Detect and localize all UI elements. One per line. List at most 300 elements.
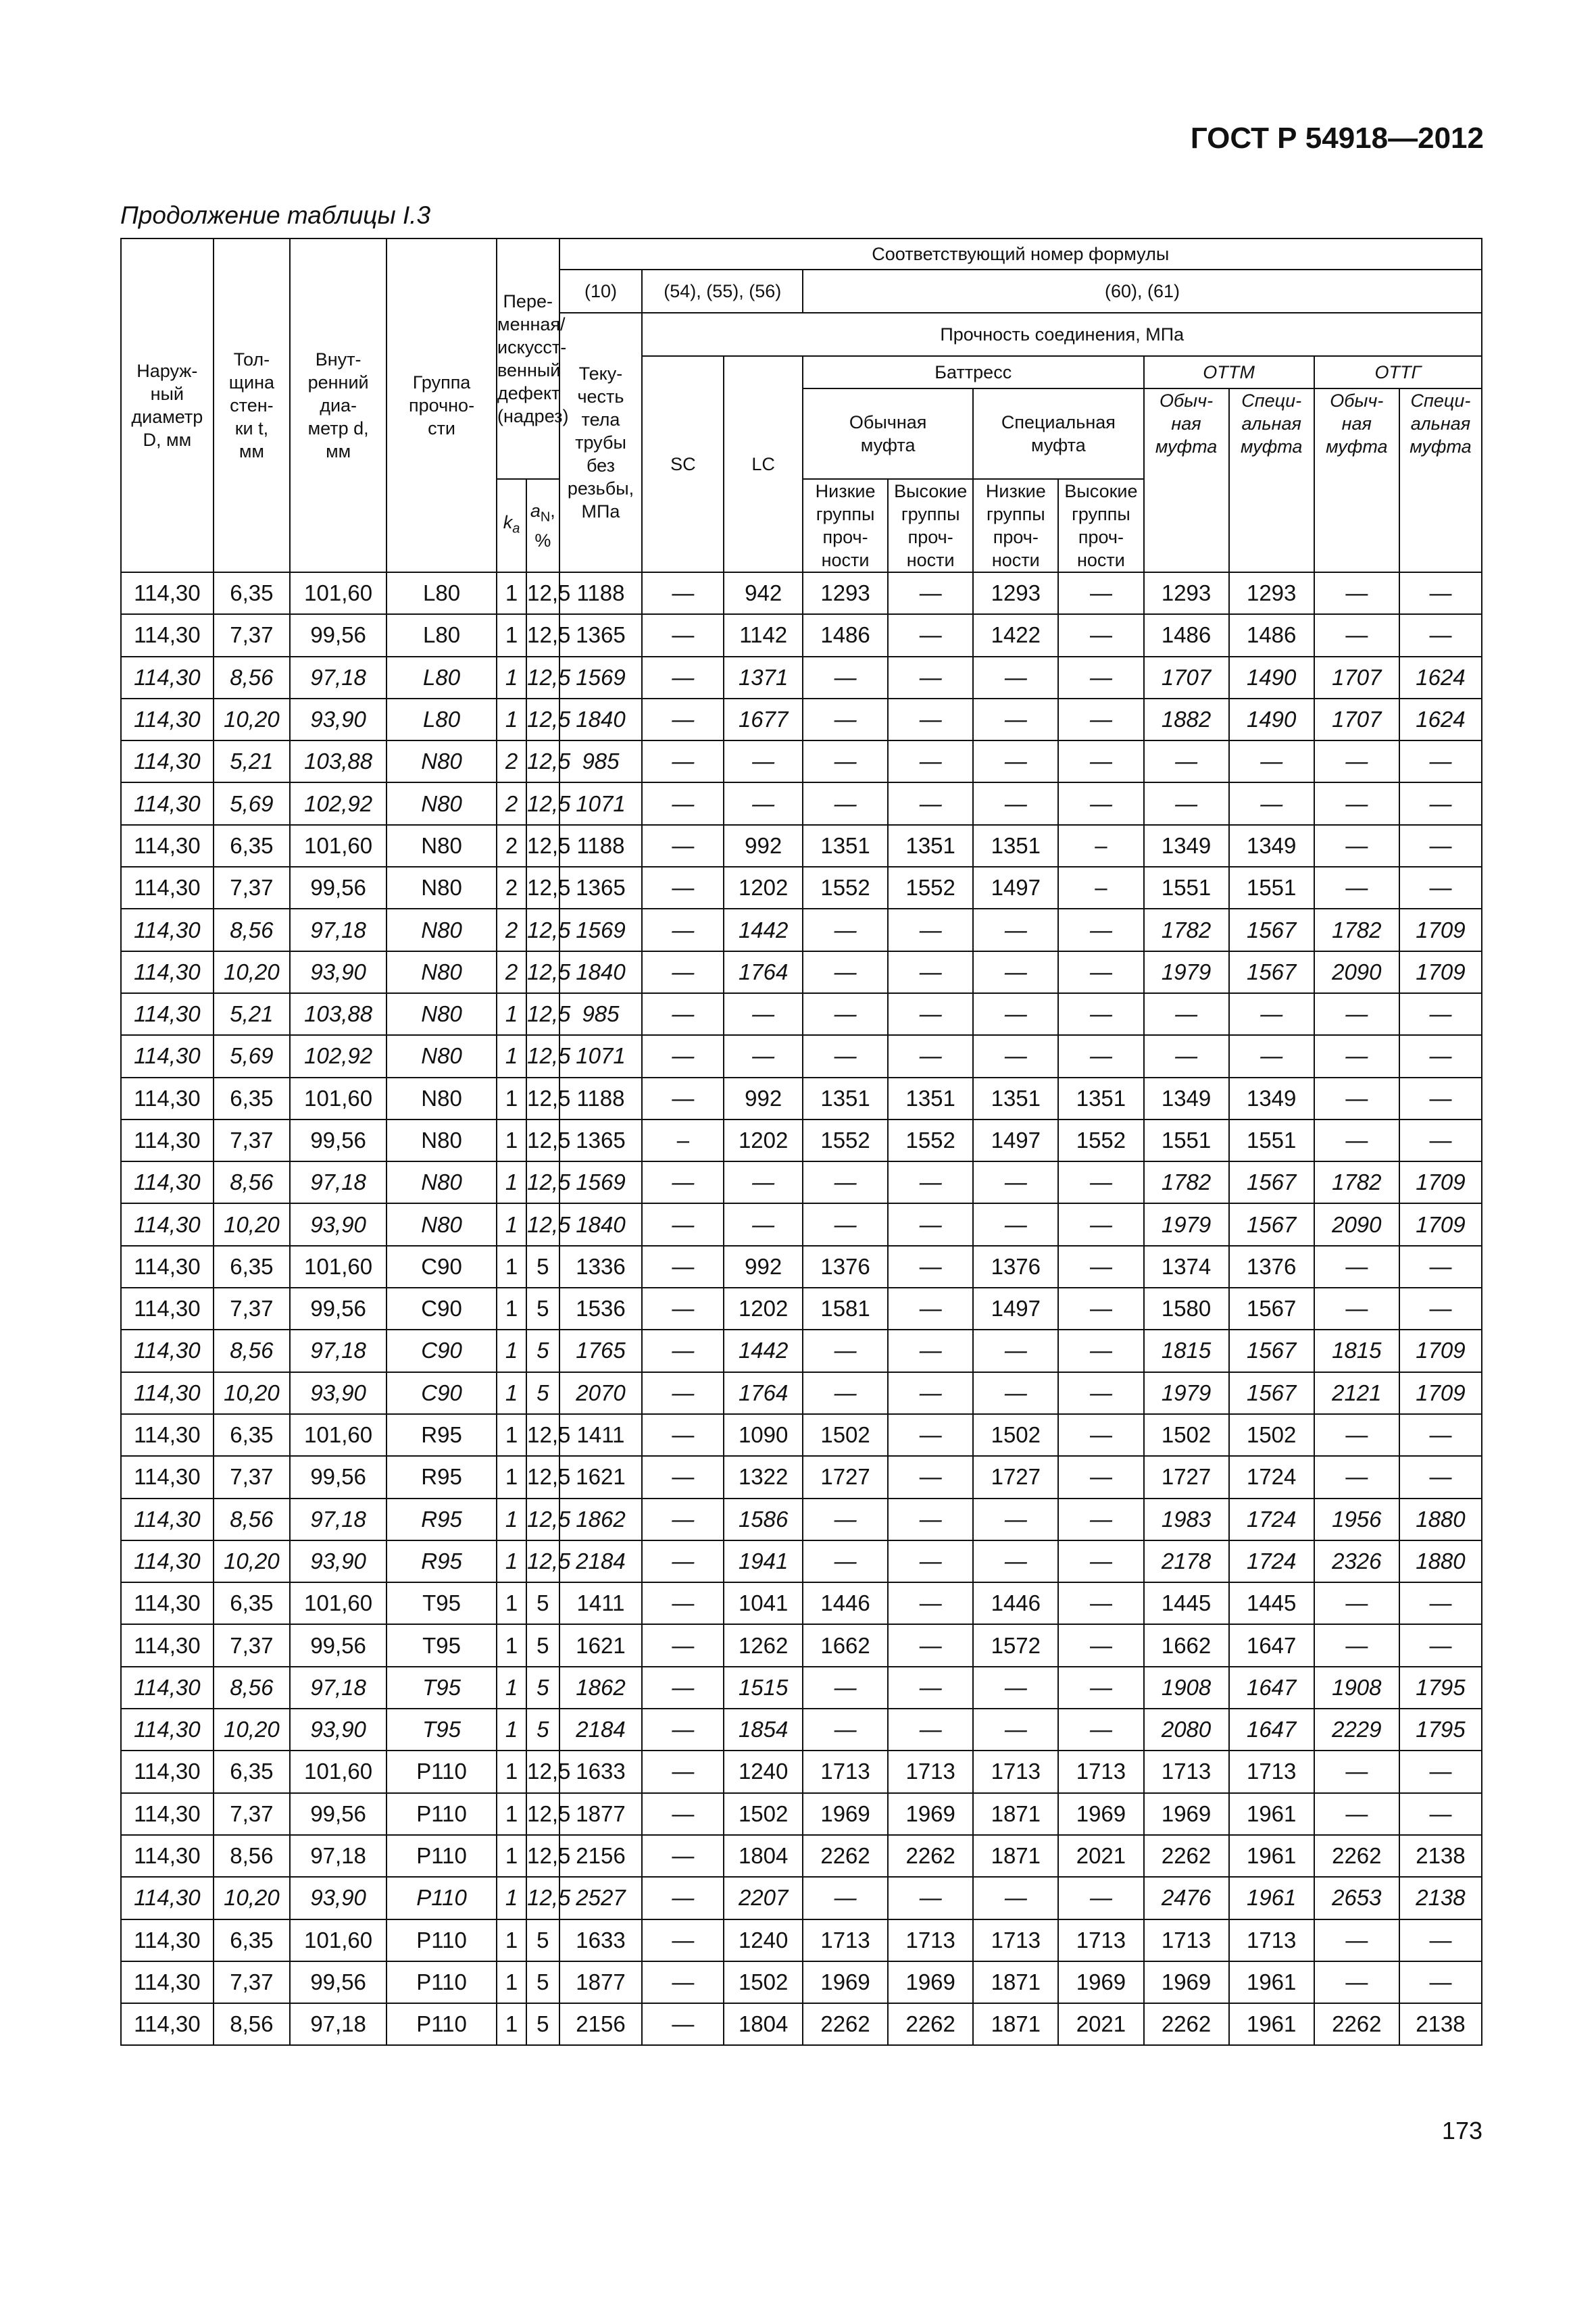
table-cell: — xyxy=(888,1499,973,1540)
table-cell: 1 xyxy=(497,1961,526,2003)
table-cell: 5,69 xyxy=(214,782,291,824)
table-cell: — xyxy=(1399,1582,1482,1624)
table-cell: — xyxy=(1399,1035,1482,1077)
header-ottm-regular: Обыч- ная муфта xyxy=(1144,388,1229,572)
table-cell: 1 xyxy=(497,1835,526,1877)
table-cell: 8,56 xyxy=(214,1330,291,1372)
table-cell: 1502 xyxy=(1144,1414,1229,1456)
table-cell: 114,30 xyxy=(121,1161,214,1203)
table-cell: 1633 xyxy=(559,1751,643,1792)
table-cell: 12,5 xyxy=(526,1456,559,1498)
table-row xyxy=(121,1161,1482,1203)
table-cell: — xyxy=(642,1877,724,1919)
table-cell: 12,5 xyxy=(526,1414,559,1456)
table-cell: 1782 xyxy=(1314,909,1399,951)
table-cell: 1961 xyxy=(1229,1877,1314,1919)
table-cell: — xyxy=(642,951,724,993)
table-cell: 12,5 xyxy=(526,1203,559,1245)
table-cell: 2229 xyxy=(1314,1709,1399,1751)
header-inner-diameter: Внут- ренний диа- метр d, мм xyxy=(290,238,386,572)
table-cell: — xyxy=(642,993,724,1035)
table-cell: 1442 xyxy=(724,1330,803,1372)
table-cell: 1351 xyxy=(803,825,888,867)
table-cell: 114,30 xyxy=(121,1919,214,1961)
table-cell: 1536 xyxy=(559,1288,643,1330)
table-cell: 985 xyxy=(559,993,643,1035)
table-cell: 6,35 xyxy=(214,1751,291,1792)
table-cell: 1969 xyxy=(1144,1793,1229,1835)
table-cell: 12,5 xyxy=(526,825,559,867)
table-cell: 114,30 xyxy=(121,1667,214,1709)
table-cell: 1336 xyxy=(559,1246,643,1288)
table-cell: — xyxy=(1058,1330,1143,1372)
table-cell: — xyxy=(1058,699,1143,740)
table-cell: 5 xyxy=(526,1246,559,1288)
table-cell: — xyxy=(803,1667,888,1709)
table-cell: 1552 xyxy=(888,867,973,909)
table-cell: 114,30 xyxy=(121,1330,214,1372)
table-cell: 1351 xyxy=(973,1078,1058,1120)
table-cell: P110 xyxy=(386,1751,497,1792)
table-cell: R95 xyxy=(386,1456,497,1498)
table-cell: 114,30 xyxy=(121,1120,214,1161)
table-cell: 1961 xyxy=(1229,2003,1314,2045)
table-cell: 1351 xyxy=(973,825,1058,867)
table-cell: 12,5 xyxy=(526,1793,559,1835)
table-cell: 1422 xyxy=(973,614,1058,656)
table-cell: — xyxy=(973,1372,1058,1414)
table-cell: 1486 xyxy=(803,614,888,656)
table-cell: 101,60 xyxy=(290,1246,386,1288)
table-cell: 2090 xyxy=(1314,1203,1399,1245)
table-cell: 93,90 xyxy=(290,699,386,740)
table-cell: N80 xyxy=(386,825,497,867)
table-cell: — xyxy=(888,1035,973,1077)
table-cell: — xyxy=(1058,1288,1143,1330)
table-cell: 1551 xyxy=(1144,867,1229,909)
table-cell: — xyxy=(1058,740,1143,782)
table-cell: P110 xyxy=(386,1877,497,1919)
table-cell: — xyxy=(888,614,973,656)
table-cell: — xyxy=(803,1161,888,1203)
table-cell: 1979 xyxy=(1144,951,1229,993)
table-cell: — xyxy=(803,1372,888,1414)
table-cell: 2262 xyxy=(803,1835,888,1877)
table-cell: 1486 xyxy=(1144,614,1229,656)
table-cell: — xyxy=(888,1330,973,1372)
table-row xyxy=(121,1203,1482,1245)
table-cell: 114,30 xyxy=(121,1414,214,1456)
table-cell: 2 xyxy=(497,825,526,867)
table-cell: — xyxy=(1399,1246,1482,1288)
table-cell: 12,5 xyxy=(526,1751,559,1792)
table-cell: 1351 xyxy=(1058,1078,1143,1120)
table-cell: 1840 xyxy=(559,1203,643,1245)
table-cell: 10,20 xyxy=(214,699,291,740)
table-cell: 12,5 xyxy=(526,614,559,656)
table-cell: 6,35 xyxy=(214,1919,291,1961)
table-cell: 1941 xyxy=(724,1540,803,1582)
table-row xyxy=(121,614,1482,656)
table-cell: 1202 xyxy=(724,867,803,909)
table-cell: — xyxy=(973,1877,1058,1919)
table-cell: 12,5 xyxy=(526,1877,559,1919)
table-cell: 1908 xyxy=(1314,1667,1399,1709)
table-cell: 1 xyxy=(497,1203,526,1245)
table-caption: Продолжение таблицы I.3 xyxy=(120,201,431,229)
table-cell: — xyxy=(1399,1288,1482,1330)
table-cell: 1969 xyxy=(1058,1793,1143,1835)
table-cell: — xyxy=(642,1961,724,2003)
table-cell: 8,56 xyxy=(214,1161,291,1203)
table-cell: 2262 xyxy=(888,2003,973,2045)
table-cell: — xyxy=(642,1246,724,1288)
table-cell: — xyxy=(1399,1456,1482,1498)
table-cell: 1567 xyxy=(1229,1203,1314,1245)
table-row xyxy=(121,1919,1482,1961)
table-cell: 1621 xyxy=(559,1456,643,1498)
table-cell: 1 xyxy=(497,1919,526,1961)
header-an: $a_N$, % xyxy=(526,479,559,572)
table-row xyxy=(121,993,1482,1035)
header-formula-54-56: (54), (55), (56) xyxy=(642,270,803,313)
table-cell: 1 xyxy=(497,1709,526,1751)
table-cell: 103,88 xyxy=(290,993,386,1035)
table-cell: — xyxy=(1399,867,1482,909)
table-cell: 102,92 xyxy=(290,1035,386,1077)
table-cell: 2138 xyxy=(1399,1877,1482,1919)
table-cell: 1707 xyxy=(1314,657,1399,699)
table-cell: 1727 xyxy=(973,1456,1058,1498)
table-cell: 1727 xyxy=(1144,1456,1229,1498)
table-cell: 93,90 xyxy=(290,1372,386,1414)
table-cell: 8,56 xyxy=(214,909,291,951)
table-cell: 114,30 xyxy=(121,1877,214,1919)
table-cell: — xyxy=(1314,1246,1399,1288)
table-cell: 1551 xyxy=(1229,867,1314,909)
table-cell: — xyxy=(642,825,724,867)
table-row xyxy=(121,572,1482,614)
table-cell: 1 xyxy=(497,572,526,614)
table-cell: 2653 xyxy=(1314,1877,1399,1919)
table-cell: 101,60 xyxy=(290,572,386,614)
table-cell: 1815 xyxy=(1314,1330,1399,1372)
table-cell: — xyxy=(1399,1751,1482,1792)
table-cell: 1293 xyxy=(1144,572,1229,614)
table-cell: — xyxy=(1314,825,1399,867)
table-cell: 1877 xyxy=(559,1961,643,2003)
table-cell: N80 xyxy=(386,782,497,824)
table-cell: — xyxy=(642,1919,724,1961)
table-cell: — xyxy=(888,951,973,993)
table-cell: 114,30 xyxy=(121,1582,214,1624)
table-cell: 99,56 xyxy=(290,614,386,656)
table-cell: 12,5 xyxy=(526,572,559,614)
table-cell: 114,30 xyxy=(121,657,214,699)
table-cell: — xyxy=(1314,1035,1399,1077)
table-cell: — xyxy=(724,740,803,782)
table-cell: 1188 xyxy=(559,572,643,614)
table-cell: 12,5 xyxy=(526,1078,559,1120)
table-cell: 2207 xyxy=(724,1877,803,1919)
table-cell: — xyxy=(888,1709,973,1751)
table-cell: 1713 xyxy=(1058,1751,1143,1792)
table-cell: 1 xyxy=(497,1793,526,1835)
table-cell: 12,5 xyxy=(526,740,559,782)
header-wall-thickness: Тол- щина стен- ки t, мм xyxy=(214,238,291,572)
table-cell: — xyxy=(642,1035,724,1077)
table-cell: — xyxy=(803,1330,888,1372)
table-cell: 1 xyxy=(497,1667,526,1709)
table-cell: 114,30 xyxy=(121,572,214,614)
table-cell: C90 xyxy=(386,1246,497,1288)
table-cell: — xyxy=(888,1372,973,1414)
table-cell: 1840 xyxy=(559,699,643,740)
table-cell: — xyxy=(642,1751,724,1792)
table-cell: 1262 xyxy=(724,1624,803,1666)
table-cell: — xyxy=(1058,993,1143,1035)
table-row xyxy=(121,1835,1482,1877)
header-strength-group: Группа прочно- сти xyxy=(386,238,497,572)
table-cell: — xyxy=(973,1667,1058,1709)
table-cell: 1 xyxy=(497,1330,526,1372)
table-cell: — xyxy=(1399,1961,1482,2003)
table-cell: — xyxy=(803,657,888,699)
table-cell: 1581 xyxy=(803,1288,888,1330)
table-cell: 1795 xyxy=(1399,1667,1482,1709)
table-cell: — xyxy=(1144,782,1229,824)
table-row xyxy=(121,1793,1482,1835)
table-cell: 12,5 xyxy=(526,951,559,993)
header-joint-strength: Прочность соединения, МПа xyxy=(642,313,1482,356)
table-cell: — xyxy=(642,2003,724,2045)
table-cell: — xyxy=(888,909,973,951)
table-cell: 6,35 xyxy=(214,825,291,867)
table-cell: 2080 xyxy=(1144,1709,1229,1751)
table-row xyxy=(121,1751,1482,1792)
table-cell: — xyxy=(1058,1582,1143,1624)
header-ottm: ОТТМ xyxy=(1144,356,1314,388)
table-cell: 1580 xyxy=(1144,1288,1229,1330)
table-cell: — xyxy=(1399,825,1482,867)
table-cell: — xyxy=(803,1499,888,1540)
table-cell: R95 xyxy=(386,1414,497,1456)
table-cell: 1647 xyxy=(1229,1667,1314,1709)
table-cell: — xyxy=(803,909,888,951)
table-cell: — xyxy=(1058,1035,1143,1077)
table-cell: — xyxy=(1314,1919,1399,1961)
table-cell: — xyxy=(1399,614,1482,656)
table-cell: 114,30 xyxy=(121,1078,214,1120)
table-cell: — xyxy=(642,1540,724,1582)
table-cell: 2262 xyxy=(888,1835,973,1877)
table-cell: P110 xyxy=(386,1793,497,1835)
table-cell: — xyxy=(642,1793,724,1835)
table-cell: 12,5 xyxy=(526,1540,559,1582)
table-cell: — xyxy=(888,1582,973,1624)
table-cell: — xyxy=(888,1288,973,1330)
table-cell: 2021 xyxy=(1058,2003,1143,2045)
table-cell: — xyxy=(642,1499,724,1540)
table-cell: — xyxy=(642,614,724,656)
table-cell: N80 xyxy=(386,951,497,993)
table-cell: 10,20 xyxy=(214,1877,291,1919)
table-cell: — xyxy=(1314,993,1399,1035)
table-cell: 1188 xyxy=(559,825,643,867)
table-cell: 103,88 xyxy=(290,740,386,782)
table-cell: 7,37 xyxy=(214,1456,291,1498)
table-cell: 1882 xyxy=(1144,699,1229,740)
table-cell: 1349 xyxy=(1144,825,1229,867)
table-cell: 1586 xyxy=(724,1499,803,1540)
table-cell: 1871 xyxy=(973,2003,1058,2045)
header-defect: Пере- менная/ искусст- венный дефект (надрез) xyxy=(497,238,559,479)
table-cell: N80 xyxy=(386,867,497,909)
table-cell: L80 xyxy=(386,614,497,656)
table-cell: — xyxy=(1229,1035,1314,1077)
table-cell: 2138 xyxy=(1399,1835,1482,1877)
table-cell: 1871 xyxy=(973,1793,1058,1835)
table-cell: 1724 xyxy=(1229,1499,1314,1540)
table-cell: — xyxy=(642,1624,724,1666)
table-cell: 1713 xyxy=(888,1751,973,1792)
table-cell: — xyxy=(1229,740,1314,782)
table-cell: — xyxy=(803,1877,888,1919)
table-cell: 1486 xyxy=(1229,614,1314,656)
table-cell: 1662 xyxy=(1144,1624,1229,1666)
table-cell: 114,30 xyxy=(121,1246,214,1288)
table-body xyxy=(121,572,1482,2045)
table-cell: 1 xyxy=(497,1372,526,1414)
table-cell: — xyxy=(888,1624,973,1666)
table-cell: 97,18 xyxy=(290,1835,386,1877)
table-cell: 1 xyxy=(497,1035,526,1077)
table-cell: — xyxy=(888,1877,973,1919)
table-cell: 2178 xyxy=(1144,1540,1229,1582)
table-cell: 5 xyxy=(526,1330,559,1372)
table-cell: — xyxy=(642,699,724,740)
table-cell: 1041 xyxy=(724,1582,803,1624)
table-cell: 1621 xyxy=(559,1624,643,1666)
table-cell: 114,30 xyxy=(121,1288,214,1330)
table-cell: 1497 xyxy=(973,1120,1058,1161)
table-cell: 1782 xyxy=(1144,1161,1229,1203)
table-cell: — xyxy=(724,782,803,824)
table-cell: N80 xyxy=(386,740,497,782)
table-cell: — xyxy=(1314,1414,1399,1456)
table-cell: 2156 xyxy=(559,2003,643,2045)
table-cell: 1647 xyxy=(1229,1709,1314,1751)
header-buttress-special-high: Высокие группы проч- ности xyxy=(1058,479,1143,572)
table-cell: — xyxy=(642,1161,724,1203)
table-cell: 1371 xyxy=(724,657,803,699)
table-cell: 1071 xyxy=(559,1035,643,1077)
table-cell: – xyxy=(1058,825,1143,867)
table-cell: 1567 xyxy=(1229,1288,1314,1330)
table-cell: — xyxy=(888,993,973,1035)
table-cell: 1142 xyxy=(724,614,803,656)
table-cell: 1877 xyxy=(559,1793,643,1835)
table-cell: 6,35 xyxy=(214,1246,291,1288)
table-cell: 1 xyxy=(497,1499,526,1540)
table-cell: — xyxy=(1058,782,1143,824)
table-cell: 99,56 xyxy=(290,1288,386,1330)
table-cell: 1202 xyxy=(724,1288,803,1330)
table-cell: — xyxy=(642,867,724,909)
table-cell: 1446 xyxy=(973,1582,1058,1624)
table-cell: 1724 xyxy=(1229,1540,1314,1582)
table-cell: 2070 xyxy=(559,1372,643,1414)
table-cell: — xyxy=(1399,1414,1482,1456)
table-cell: — xyxy=(1314,1456,1399,1498)
table-cell: — xyxy=(1058,1709,1143,1751)
table-cell: 99,56 xyxy=(290,867,386,909)
table-row xyxy=(121,1877,1482,1919)
table-cell: — xyxy=(1314,1751,1399,1792)
table-cell: — xyxy=(973,909,1058,951)
table-cell: — xyxy=(1399,1793,1482,1835)
table-cell: 101,60 xyxy=(290,1751,386,1792)
table-cell: 1351 xyxy=(888,825,973,867)
table-cell: — xyxy=(888,1161,973,1203)
table-cell: 1 xyxy=(497,1751,526,1792)
table-cell: 1956 xyxy=(1314,1499,1399,1540)
table-row xyxy=(121,1624,1482,1666)
table-cell: 1764 xyxy=(724,1372,803,1414)
table-cell: 1365 xyxy=(559,614,643,656)
table-cell: 1633 xyxy=(559,1919,643,1961)
table-cell: 2 xyxy=(497,951,526,993)
header-outer-diameter: Наруж- ный диаметр D, мм xyxy=(121,238,214,572)
table-cell: 114,30 xyxy=(121,825,214,867)
table-cell: — xyxy=(973,657,1058,699)
table-cell: 114,30 xyxy=(121,993,214,1035)
table-cell: — xyxy=(642,740,724,782)
header-sc: SC xyxy=(642,356,724,572)
table-cell: — xyxy=(1314,740,1399,782)
table-cell: 1569 xyxy=(559,909,643,951)
table-cell: — xyxy=(1058,951,1143,993)
table-cell: 1502 xyxy=(724,1961,803,2003)
table-cell: 12,5 xyxy=(526,1161,559,1203)
table-cell: — xyxy=(888,657,973,699)
table-cell: 1 xyxy=(497,1246,526,1288)
table-cell: 114,30 xyxy=(121,1835,214,1877)
table-row xyxy=(121,1078,1482,1120)
table-cell: — xyxy=(1058,1161,1143,1203)
table-cell: 114,30 xyxy=(121,951,214,993)
table-cell: 1815 xyxy=(1144,1330,1229,1372)
table-cell: 1764 xyxy=(724,951,803,993)
table-cell: 101,60 xyxy=(290,1582,386,1624)
table-cell: — xyxy=(642,1330,724,1372)
table-cell: 2527 xyxy=(559,1877,643,1919)
table-cell: 1713 xyxy=(1229,1751,1314,1792)
table-cell: 1713 xyxy=(1058,1919,1143,1961)
header-ottg-special: Специ- альная муфта xyxy=(1399,388,1482,572)
table-cell: 1515 xyxy=(724,1667,803,1709)
table-cell: 2184 xyxy=(559,1540,643,1582)
table-cell: 1854 xyxy=(724,1709,803,1751)
table-row xyxy=(121,2003,1482,2045)
table-row xyxy=(121,782,1482,824)
table-cell: — xyxy=(724,1035,803,1077)
table-cell: N80 xyxy=(386,993,497,1035)
table-cell: 1713 xyxy=(973,1919,1058,1961)
table-cell: 1880 xyxy=(1399,1540,1482,1582)
table-cell: 114,30 xyxy=(121,867,214,909)
table-cell: 1322 xyxy=(724,1456,803,1498)
